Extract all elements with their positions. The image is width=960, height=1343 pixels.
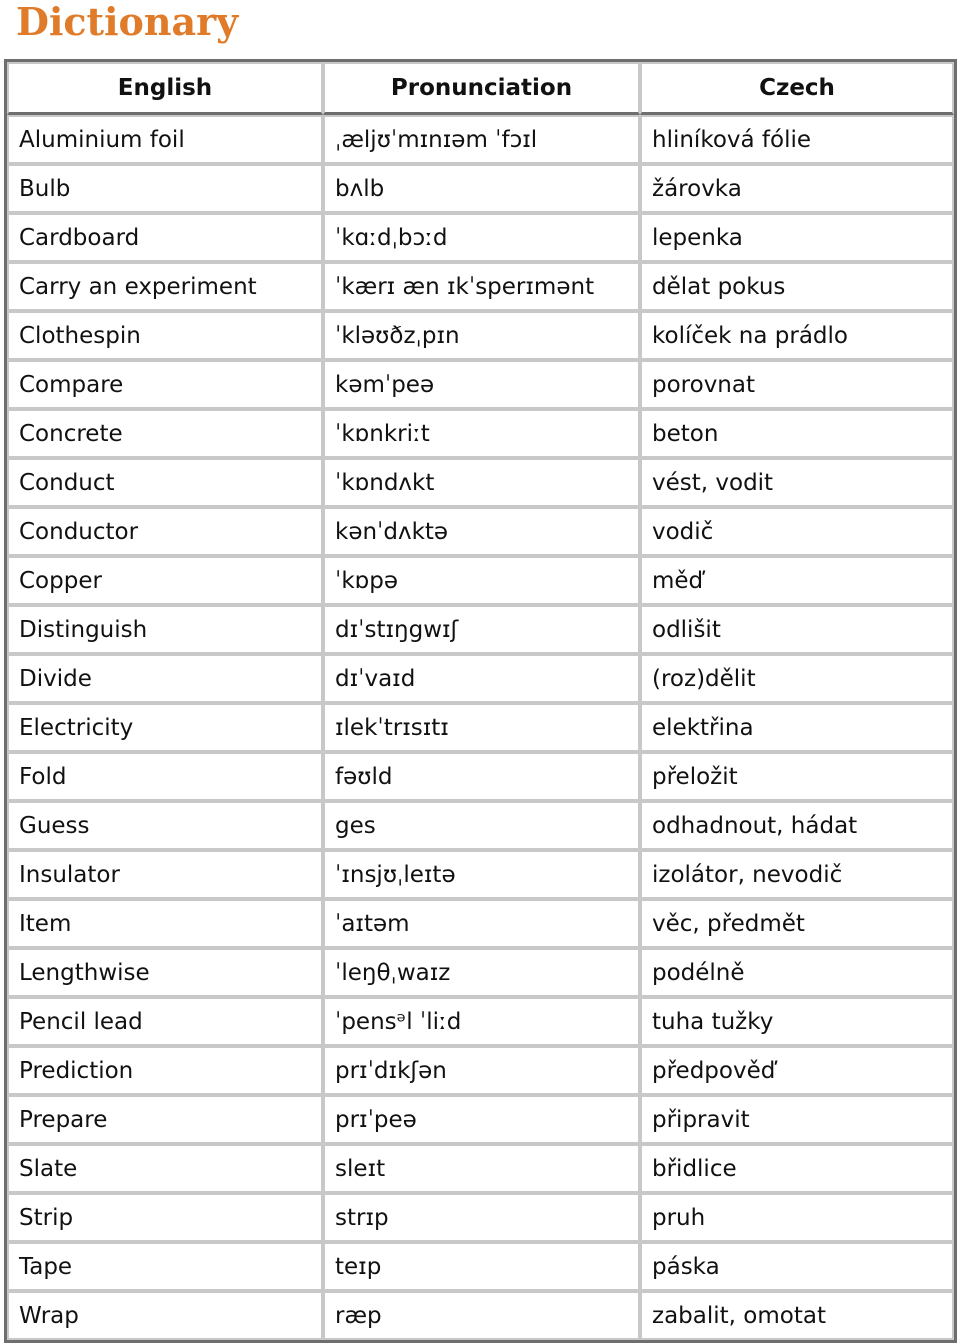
table-row [7,458,954,507]
pronunciation-cell: prɪˈpeə [323,1095,640,1144]
pronunciation-cell: ˈkɒpə [323,556,640,605]
pronunciation-cell: ges [323,801,640,850]
english-cell: Conductor [7,507,323,556]
table-row [7,703,954,752]
table-row [7,164,954,213]
english-cell: Electricity [7,703,323,752]
table-row [7,262,954,311]
table-row [7,360,954,409]
czech-cell: předpověď [640,1046,954,1095]
english-cell: Compare [7,360,323,409]
english-cell: Carry an experiment [7,262,323,311]
pronunciation-cell: ræp [323,1291,640,1340]
czech-cell: odlišit [640,605,954,654]
english-cell: Concrete [7,409,323,458]
english-cell: Prediction [7,1046,323,1095]
table-row [7,654,954,703]
english-cell: Strip [7,1193,323,1242]
czech-cell: hliníková fólie [640,115,954,164]
english-cell: Slate [7,1144,323,1193]
pronunciation-cell: dɪˈvaɪd [323,654,640,703]
czech-cell: vést, vodit [640,458,954,507]
table-row [7,213,954,262]
czech-cell: připravit [640,1095,954,1144]
pronunciation-cell: bʌlb [323,164,640,213]
czech-cell: (roz)dělit [640,654,954,703]
table-row [7,605,954,654]
english-cell: Tape [7,1242,323,1291]
table-row [7,752,954,801]
czech-cell: přeložit [640,752,954,801]
table-row [7,556,954,605]
english-cell: Insulator [7,850,323,899]
czech-cell: tuha tužky [640,997,954,1046]
pronunciation-cell: dɪˈstɪŋgwɪʃ [323,605,640,654]
english-cell: Conduct [7,458,323,507]
english-cell: Item [7,899,323,948]
table-row [7,1242,954,1291]
czech-cell: beton [640,409,954,458]
english-cell: Distinguish [7,605,323,654]
table-body [7,115,954,1340]
czech-cell: lepenka [640,213,954,262]
table-header-row [7,62,954,115]
pronunciation-cell: prɪˈdɪkʃən [323,1046,640,1095]
english-cell: Clothespin [7,311,323,360]
page-title: Dictionary [16,0,239,44]
pronunciation-cell: kənˈdʌktə [323,507,640,556]
english-cell: Divide [7,654,323,703]
table-row [7,850,954,899]
pronunciation-cell: ˈaɪtəm [323,899,640,948]
table-row [7,311,954,360]
czech-cell: izolátor, nevodič [640,850,954,899]
czech-cell: zabalit, omotat [640,1291,954,1340]
pronunciation-cell: kəmˈpeə [323,360,640,409]
table-row [7,507,954,556]
english-cell: Cardboard [7,213,323,262]
czech-cell: páska [640,1242,954,1291]
czech-cell: břidlice [640,1144,954,1193]
czech-cell: podélně [640,948,954,997]
table-row [7,899,954,948]
pronunciation-cell: ɪlekˈtrɪsɪtɪ [323,703,640,752]
column-header-pronunciation: Pronunciation [323,62,640,115]
dictionary-table [4,59,957,1343]
pronunciation-cell: ˈleŋθˌwaɪz [323,948,640,997]
english-cell: Fold [7,752,323,801]
czech-cell: pruh [640,1193,954,1242]
table-row [7,1095,954,1144]
pronunciation-cell: ˌæljʊˈmɪnɪəm ˈfɔɪl [323,115,640,164]
table-row [7,1144,954,1193]
table-row [7,1193,954,1242]
column-header-english: English [7,62,323,115]
column-header-czech: Czech [640,62,954,115]
table-row [7,409,954,458]
czech-cell: kolíček na prádlo [640,311,954,360]
english-cell: Wrap [7,1291,323,1340]
english-cell: Copper [7,556,323,605]
pronunciation-cell: ˈkɑːdˌbɔːd [323,213,640,262]
czech-cell: žárovka [640,164,954,213]
czech-cell: dělat pokus [640,262,954,311]
english-cell: Guess [7,801,323,850]
english-cell: Aluminium foil [7,115,323,164]
english-cell: Prepare [7,1095,323,1144]
english-cell: Pencil lead [7,997,323,1046]
pronunciation-cell: sleɪt [323,1144,640,1193]
pronunciation-cell: ˈkɒndʌkt [323,458,640,507]
table-row [7,115,954,164]
table-row [7,997,954,1046]
table-row [7,1046,954,1095]
czech-cell: odhadnout, hádat [640,801,954,850]
table-row [7,801,954,850]
pronunciation-cell: ˈpensᵊl ˈliːd [323,997,640,1046]
pronunciation-cell: ˈɪnsjʊˌleɪtə [323,850,640,899]
czech-cell: měď [640,556,954,605]
table-row [7,1291,954,1340]
pronunciation-cell: teɪp [323,1242,640,1291]
pronunciation-cell: ˈkləʊðzˌpɪn [323,311,640,360]
czech-cell: vodič [640,507,954,556]
czech-cell: porovnat [640,360,954,409]
english-cell: Lengthwise [7,948,323,997]
czech-cell: věc, předmět [640,899,954,948]
pronunciation-cell: fəʊld [323,752,640,801]
pronunciation-cell: ˈkɒnkriːt [323,409,640,458]
czech-cell: elektřina [640,703,954,752]
pronunciation-cell: ˈkærɪ æn ɪkˈsperɪmənt [323,262,640,311]
pronunciation-cell: strɪp [323,1193,640,1242]
english-cell: Bulb [7,164,323,213]
table-row [7,948,954,997]
